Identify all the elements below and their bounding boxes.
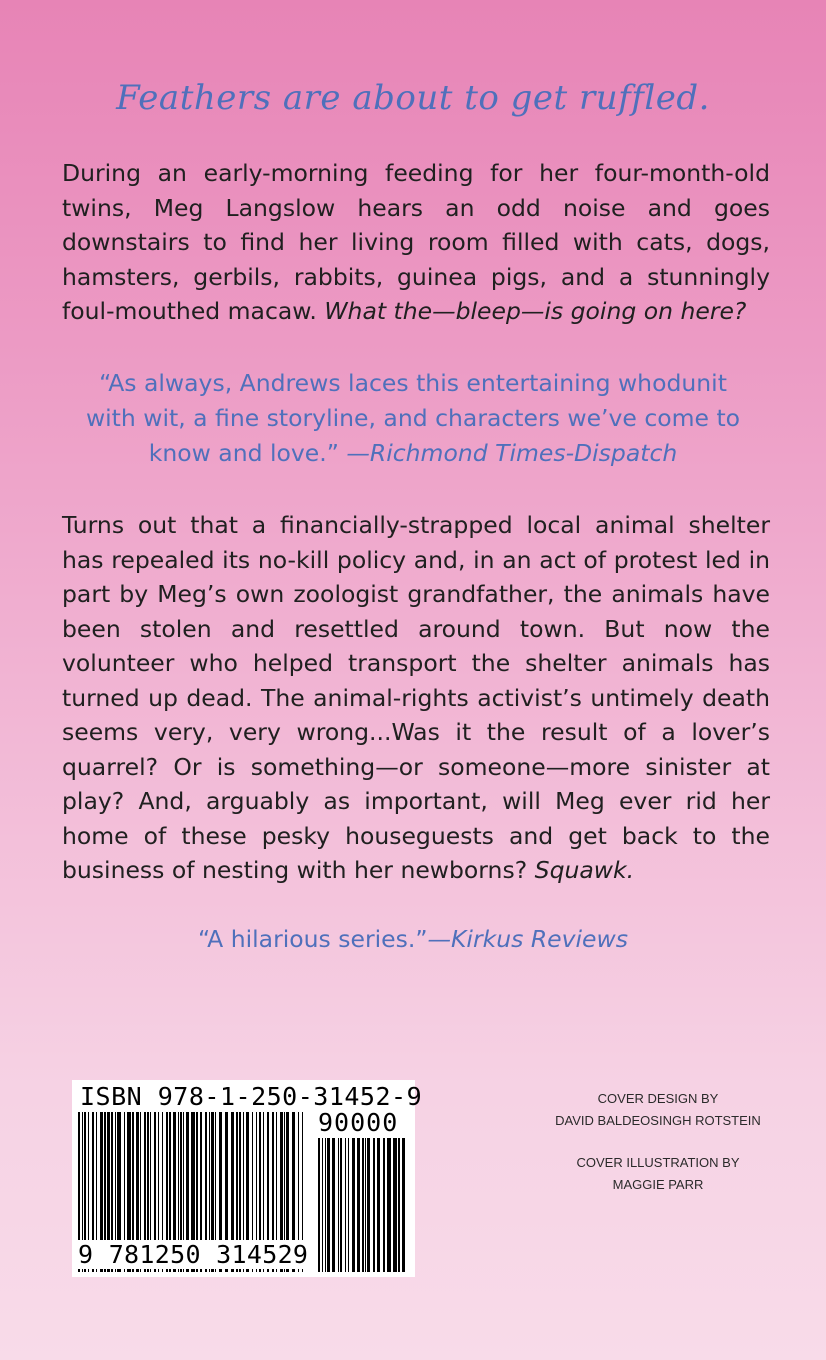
review-quote-1 <box>80 366 746 471</box>
barcode-bar <box>393 1138 397 1272</box>
blurb-2-text: Turns out that a financially-strapped local animal shelter has repealed its no-kill policy and, in an act of protest led in part by Meg’s own zoologist grandfather, the animals have been stolen and resettled around town. But now the volunteer who helped transport the shelter animals has turned up dead. The animal-rights activist’s untimely death seems very, very wrong...Was it the result of a lover’s quarrel? Or is something—or someone—more sinister at play? And, arguably as important, will Meg ever rid her home of these pesky houseguests and get back to the business of nesting with her newborns? <box>62 511 770 884</box>
tagline: Feathers are about to get ruffled. <box>116 78 710 118</box>
barcode-bar <box>367 1138 370 1272</box>
review-quote-2 <box>80 922 746 957</box>
barcode-bar <box>322 1138 323 1272</box>
blurb-1-text: During an early-morning feeding for her four-month-old twins, Meg Langslow hears an odd noise and goes downstairs to find her living room filled with cats, dogs, hamsters, gerbils, rabbits, guinea pigs, and a stunningly foul-mouthed macaw. <box>62 159 770 325</box>
barcode-bar <box>327 1138 330 1272</box>
barcode-bar <box>338 1138 339 1272</box>
barcode-bar <box>402 1138 405 1272</box>
quote-2-source: —Kirkus Reviews <box>427 925 628 953</box>
barcode-bar <box>362 1138 364 1272</box>
price-addon-bars <box>318 1138 410 1272</box>
quote-1-source: —Richmond Times-Dispatch <box>346 439 678 467</box>
barcode-bar <box>348 1138 349 1272</box>
cover-illustration-label: COVER ILLUSTRATION BY <box>576 1155 740 1170</box>
cover-design-credit <box>540 1088 776 1132</box>
barcode-bar <box>332 1138 335 1272</box>
cover-design-label: COVER DESIGN BY <box>597 1091 719 1106</box>
barcode-digits: 9 781250 314529 <box>78 1240 309 1269</box>
quote-2-text: “A hilarious series.” <box>198 925 428 953</box>
cover-design-name: DAVID BALDEOSINGH ROTSTEIN <box>555 1113 761 1128</box>
blurb-1-italic: What the—bleep—is going on here? <box>324 297 747 325</box>
barcode-bar <box>383 1138 385 1272</box>
quote-1-text: “As always, Andrews laces this entertaining whodunit with wit, a fine storyline, and characters we’ve come to know and love.” <box>85 369 741 467</box>
barcode-bar <box>357 1138 360 1272</box>
price-code: 90000 <box>318 1108 399 1137</box>
blurb-paragraph-1 <box>62 156 770 329</box>
cover-illustration-name: MAGGIE PARR <box>612 1177 704 1192</box>
isbn-barcode <box>72 1080 423 1277</box>
barcode-bar <box>377 1138 380 1272</box>
barcode-bar <box>352 1138 355 1272</box>
barcode-bar <box>387 1138 391 1272</box>
blurb-2-italic: Squawk. <box>534 856 635 884</box>
barcode-bar <box>345 1138 346 1272</box>
barcode-bar <box>318 1138 320 1272</box>
barcode-bar <box>365 1138 366 1272</box>
isbn-label: ISBN 978-1-250-31452-9 <box>80 1082 423 1111</box>
blurb-paragraph-2 <box>62 508 770 888</box>
barcode-bar <box>373 1138 375 1272</box>
cover-illustration-credit <box>540 1152 776 1196</box>
barcode-bar <box>398 1138 400 1272</box>
barcode-bar <box>325 1138 326 1272</box>
barcode-bar <box>340 1138 342 1272</box>
